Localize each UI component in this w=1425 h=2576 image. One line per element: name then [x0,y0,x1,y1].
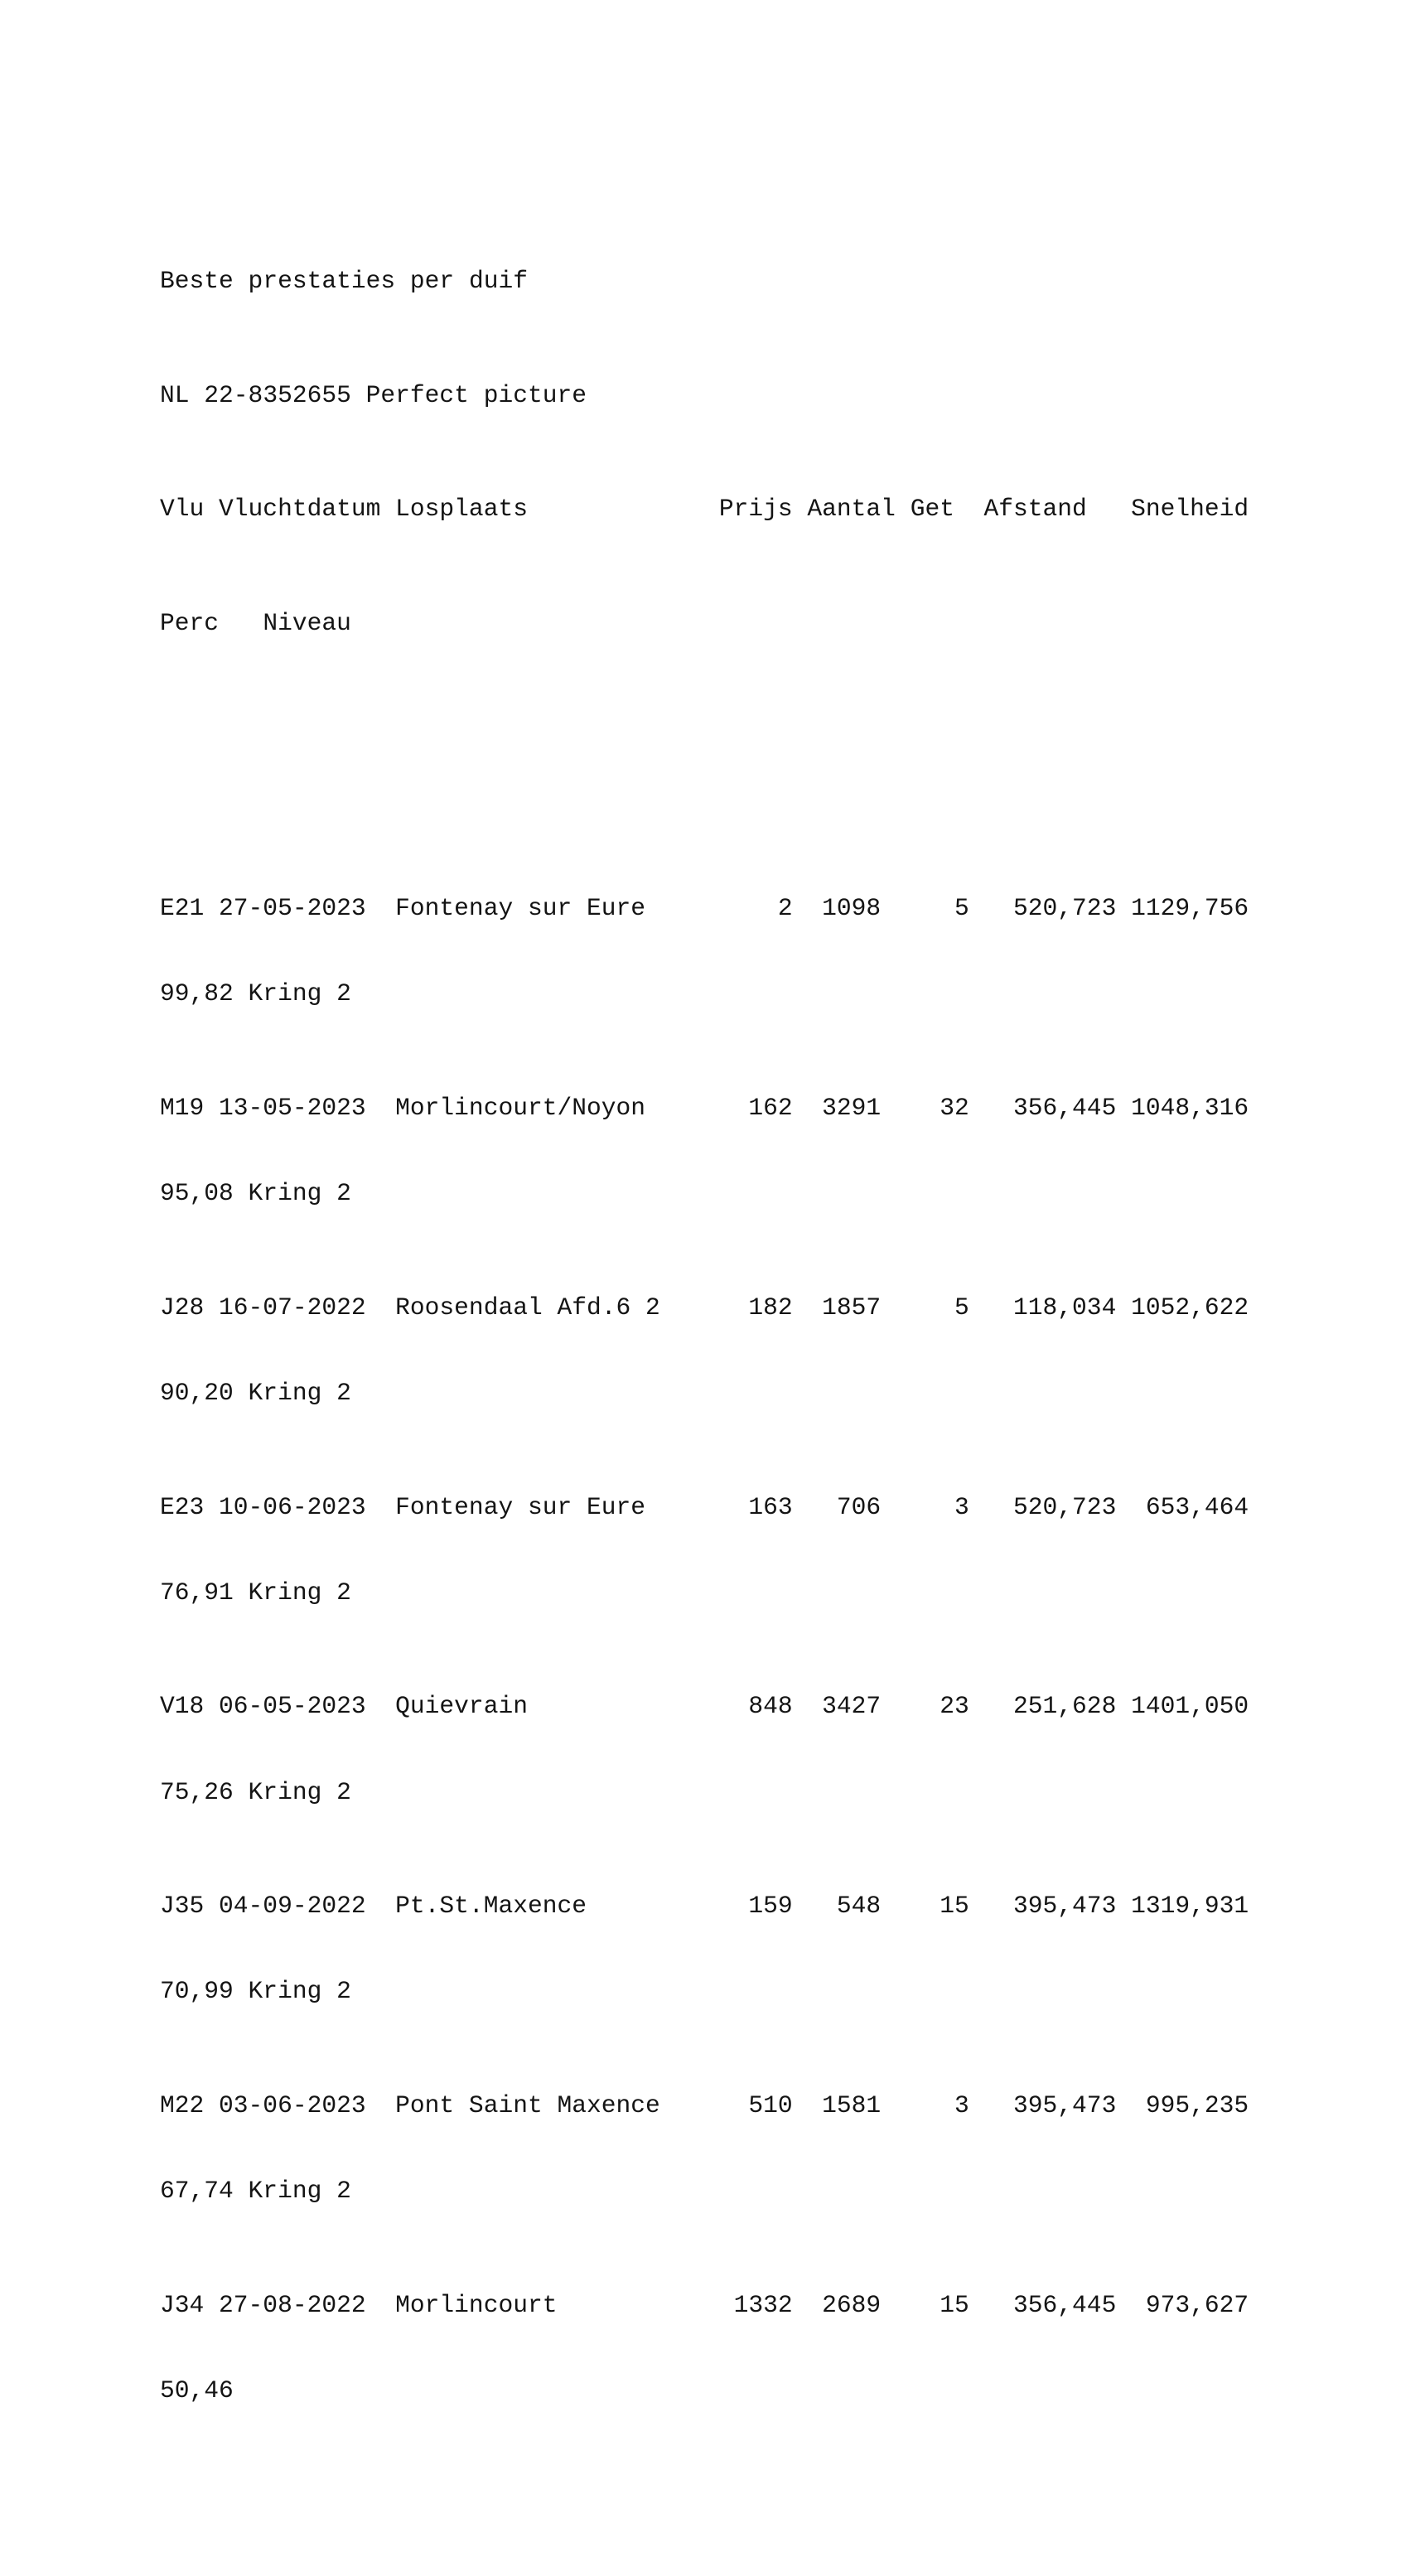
column-header-perc: Perc [160,609,220,638]
cell-losplaats: Roosendaal Afd.6 2 [395,1293,660,1322]
report-document [160,181,1249,2491]
cell-perc: 67,74 [160,2177,234,2206]
cell-niveau: Kring 2 [248,1179,351,1208]
cell-afstand: 520,723 [1013,894,1117,923]
cell-snelheid: 653,464 [1145,1492,1249,1521]
cell-niveau: Kring 2 [248,1578,351,1607]
cell-prijs: 162 [748,1093,793,1122]
cell-get: 3 [954,2090,969,2119]
table-header-row-2 [160,609,351,638]
cell-vlu: M19 [160,1093,205,1122]
cell-get: 3 [954,1492,969,1521]
table-row-sub [160,1179,351,1208]
cell-losplaats: Morlincourt [395,2290,558,2319]
cell-aantal: 1857 [822,1293,882,1322]
cell-prijs: 182 [748,1293,793,1322]
cell-vluchtdatum: 04-09-2022 [219,1892,366,1921]
cell-afstand: 395,473 [1013,1892,1117,1921]
cell-aantal: 3291 [822,1093,882,1122]
cell-vluchtdatum: 03-06-2023 [219,2090,366,2119]
cell-prijs: 163 [748,1492,793,1521]
cell-prijs: 2 [777,894,793,923]
table-row-sub [160,1378,351,1407]
column-header-afstand: Afstand [983,495,1087,524]
cell-vluchtdatum: 16-07-2022 [219,1293,366,1322]
table-row-sub [160,2177,351,2206]
cell-perc: 50,46 [160,2375,234,2404]
cell-perc: 76,91 [160,1578,234,1607]
cell-get: 5 [954,894,969,923]
cell-get: 15 [940,2290,969,2319]
table-row-main [160,2290,1249,2319]
cell-losplaats: Pt.St.Maxence [395,1892,587,1921]
cell-perc: 75,26 [160,1777,234,1806]
table-row-main [160,1093,1249,1122]
cell-snelheid: 1319,931 [1131,1892,1249,1921]
cell-niveau: Kring 2 [248,1378,351,1407]
cell-get: 23 [940,1692,969,1721]
cell-prijs: 510 [748,2090,793,2119]
cell-aantal: 1581 [822,2090,882,2119]
cell-vluchtdatum: 13-05-2023 [219,1093,366,1122]
column-header-vlu: Vlu [160,495,205,524]
report-title-line [160,267,528,296]
cell-afstand: 118,034 [1013,1293,1117,1322]
report-title: Beste prestaties per duif [160,267,528,296]
cell-vlu: E21 [160,894,205,923]
table-row-main [160,1892,1249,1921]
cell-aantal: 548 [836,1892,882,1921]
column-header-losplaats: Losplaats [395,495,528,524]
cell-losplaats: Quievrain [395,1692,528,1721]
cell-aantal: 2689 [822,2290,882,2319]
cell-vlu: E23 [160,1492,205,1521]
cell-losplaats: Morlincourt/Noyon [395,1093,646,1122]
cell-vlu: V18 [160,1692,205,1721]
cell-snelheid: 1401,050 [1131,1692,1249,1721]
cell-losplaats: Fontenay sur Eure [395,894,646,923]
table-row-sub [160,979,351,1008]
cell-vlu: M22 [160,2090,205,2119]
cell-perc: 95,08 [160,1179,234,1208]
cell-snelheid: 1052,622 [1131,1293,1249,1322]
cell-vluchtdatum: 27-05-2023 [219,894,366,923]
cell-afstand: 520,723 [1013,1492,1117,1521]
cell-afstand: 395,473 [1013,2090,1117,2119]
column-header-get: Get [910,495,954,524]
cell-vluchtdatum: 10-06-2023 [219,1492,366,1521]
cell-perc: 99,82 [160,979,234,1008]
table-body [160,837,1249,2433]
cell-aantal: 3427 [822,1692,882,1721]
table-row-main [160,894,1249,923]
cell-losplaats: Fontenay sur Eure [395,1492,646,1521]
cell-afstand: 251,628 [1013,1692,1117,1721]
table-row-main [160,1492,1249,1521]
cell-prijs: 1332 [733,2290,793,2319]
table-row-main [160,1293,1249,1322]
cell-perc: 70,99 [160,1977,234,2006]
cell-losplaats: Pont Saint Maxence [395,2090,660,2119]
cell-prijs: 848 [748,1692,793,1721]
cell-aantal: 706 [836,1492,882,1521]
cell-niveau: Kring 2 [248,979,351,1008]
cell-vluchtdatum: 06-05-2023 [219,1692,366,1721]
table-row-main [160,2090,1249,2119]
table-row-sub [160,1977,351,2006]
cell-snelheid: 973,627 [1145,2290,1249,2319]
cell-prijs: 159 [748,1892,793,1921]
table-row-sub [160,1578,351,1607]
blank-line [160,723,219,752]
cell-snelheid: 1129,756 [1131,894,1249,923]
cell-get: 5 [954,1293,969,1322]
cell-get: 32 [940,1093,969,1122]
cell-afstand: 356,445 [1013,1093,1117,1122]
cell-niveau: Kring 2 [248,1777,351,1806]
column-header-prijs: Prijs [718,495,793,524]
table-row-sub [160,2375,234,2404]
cell-snelheid: 995,235 [1145,2090,1249,2119]
column-header-snelheid: Snelheid [1131,495,1249,524]
table-row-main [160,1692,1249,1721]
cell-vlu: J35 [160,1892,205,1921]
pigeon-id-line [160,380,587,409]
cell-snelheid: 1048,316 [1131,1093,1249,1122]
cell-vlu: J28 [160,1293,205,1322]
column-header-vluchtdatum: Vluchtdatum [219,495,381,524]
cell-vlu: J34 [160,2290,205,2319]
cell-niveau: Kring 2 [248,2177,351,2206]
cell-perc: 90,20 [160,1378,234,1407]
cell-afstand: 356,445 [1013,2290,1117,2319]
cell-vluchtdatum: 27-08-2022 [219,2290,366,2319]
column-header-aantal: Aantal [807,495,896,524]
table-header-row-1 [160,495,1249,524]
column-header-niveau: Niveau [263,609,351,638]
cell-niveau: Kring 2 [248,1977,351,2006]
table-row-sub [160,1777,351,1806]
cell-get: 15 [940,1892,969,1921]
cell-aantal: 1098 [822,894,882,923]
pigeon-id: NL 22-8352655 Perfect picture [160,380,587,409]
